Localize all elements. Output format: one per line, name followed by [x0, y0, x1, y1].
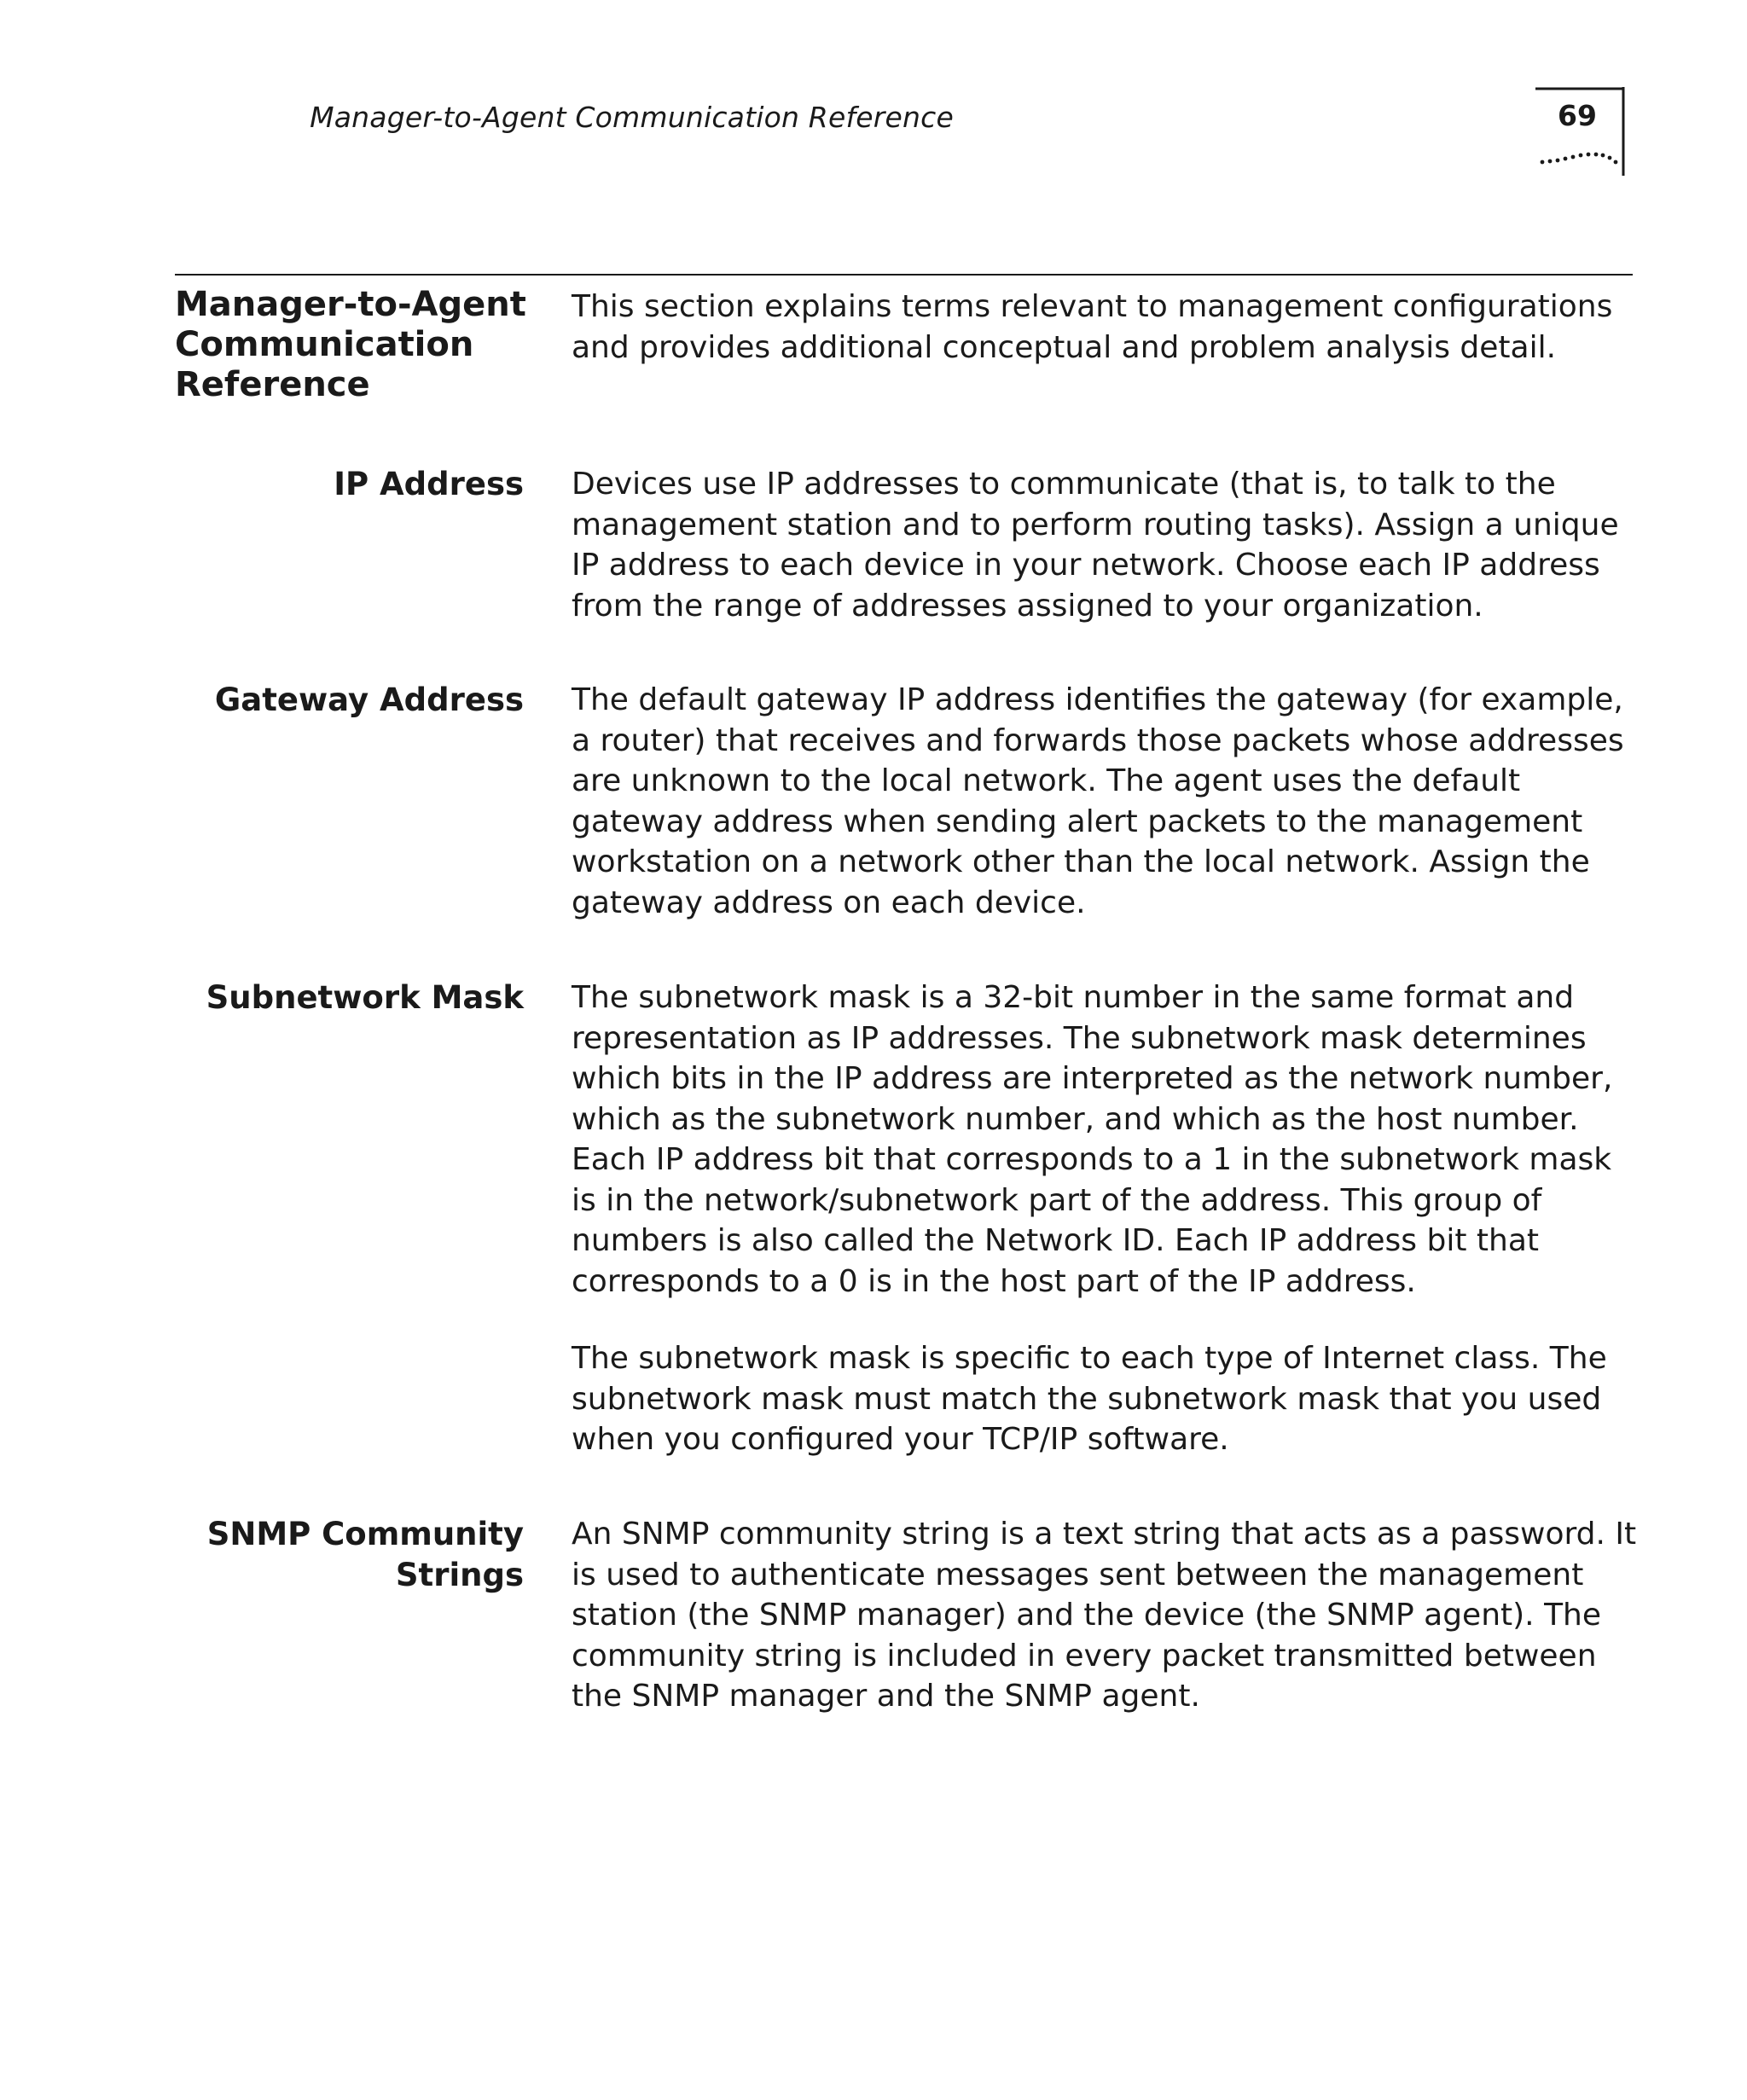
definition-gateway-address: The default gateway IP address identifies the gateway (for example, a router) that receives and forwards those packets whose addresses are unknown to the local network. The agent uses the default gateway address when sending alert packets to the management workstation on a network other than the local network. Assign the gateway address on each device. — [572, 682, 1624, 920]
term-gateway-address: Gateway Address — [214, 682, 524, 718]
definition-ip-address: Devices use IP addresses to communicate (that is, to talk to the management station and to perform routing tasks). Assign a unique IP address to each device in your network. Choose each IP address from the range of addresses assigned to your organization. — [572, 467, 1619, 624]
section-divider — [175, 274, 1633, 276]
page-number: 69 — [1558, 99, 1597, 132]
term-subnetwork-mask: Subnetwork Mask — [206, 979, 524, 1016]
definition-subnetwork-mask-continued: The subnetwork mask is specific to each type of Internet class. The subnetwork mask must match the subnetwork mask that you used when you configured your TCP/IP software. — [572, 1341, 1607, 1457]
definition-snmp-community-strings: An SNMP community string is a text string that acts as a password. It is used to authenticate messages sent between the management station (the SNMP manager) and the device (the SNMP agent). The community string is included in every packet transmitted between the SNMP manager and the SNMP agent. — [572, 1517, 1637, 1714]
running-header-title: Manager-to-Agent Communication Reference — [310, 101, 954, 134]
term-snmp-community-strings: SNMP Community Strings — [206, 1516, 524, 1593]
term-ip-address: IP Address — [334, 466, 524, 502]
section-title: Manager-to-Agent Communication Reference — [175, 285, 526, 404]
definition-subnetwork-mask: The subnetwork mask is a 32-bit number in the same format and representation as IP addresses. The subnetwork mask determines which bits in the IP address are interpreted as the network number, which as the subnetwork number, and which as the host number. Each IP address bit that corresponds to a 1 in the subnetwork mask is in the network/subnetwork part of the address. This group of numbers is also called the Network ID. Each IP address bit that corresponds to a 0 is in the host part of the IP address. — [572, 980, 1613, 1299]
page-corner-mark-icon — [1535, 87, 1629, 181]
section-intro: This section explains terms relevant to management configurations and provides additional conceptual and problem analysis detail. — [572, 289, 1613, 365]
